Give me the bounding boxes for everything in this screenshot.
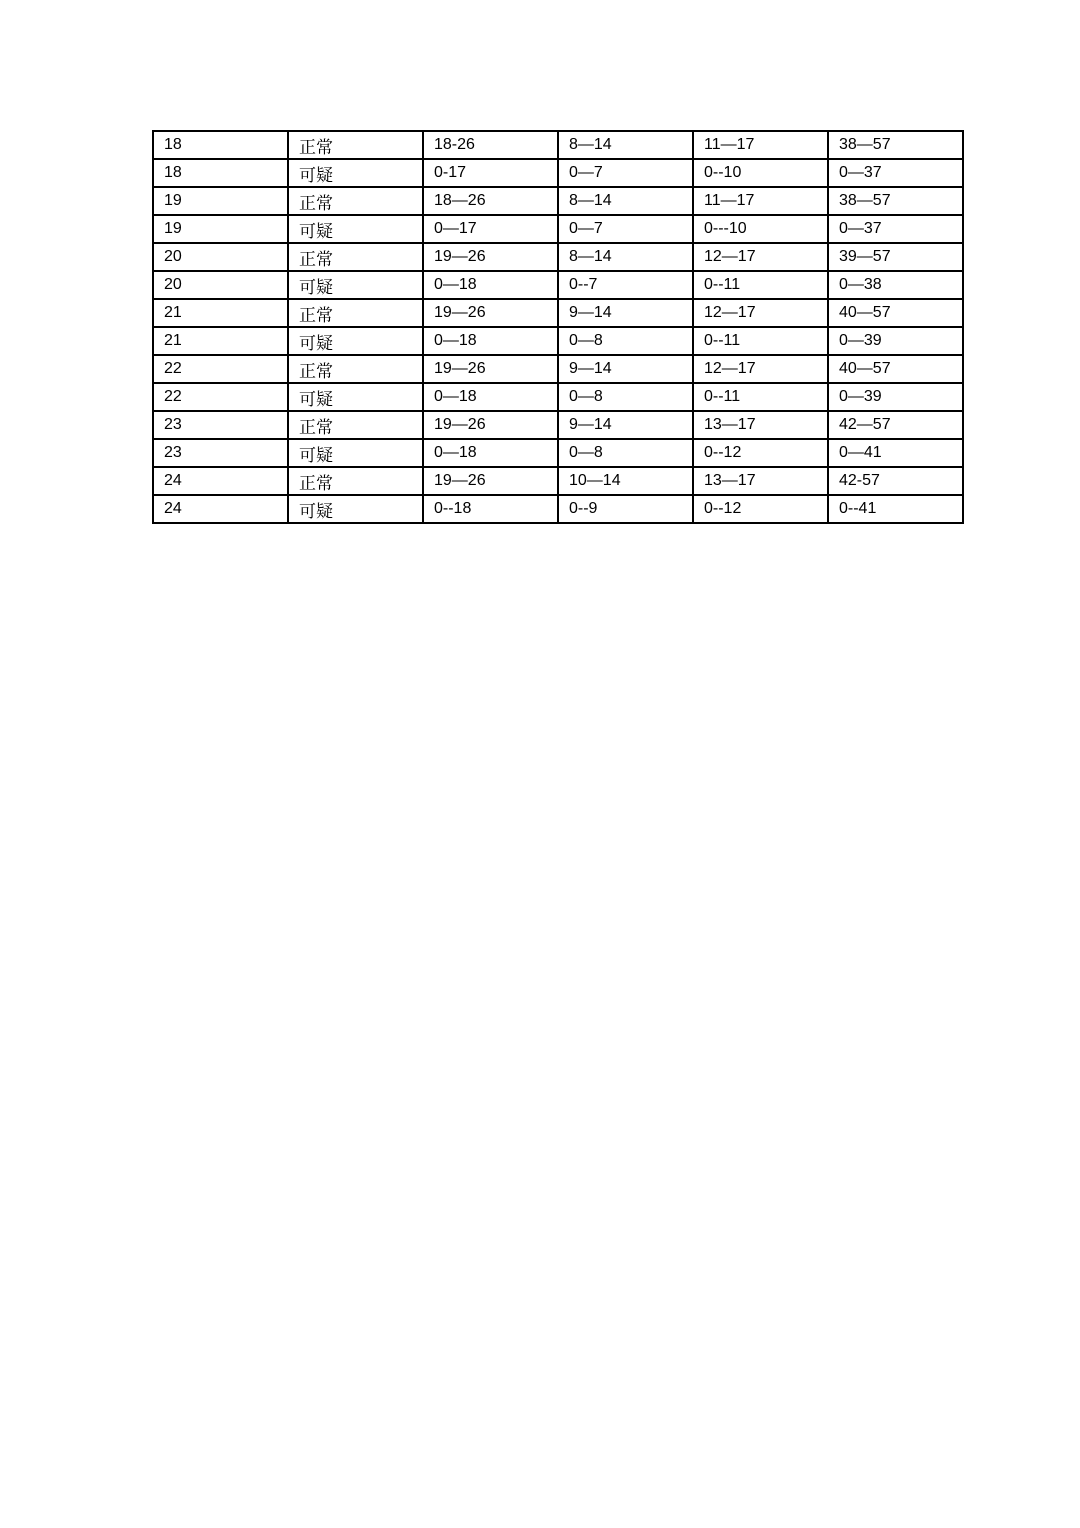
range-cell: 19—26 bbox=[423, 299, 558, 327]
range-cell: 19—26 bbox=[423, 411, 558, 439]
table-row bbox=[153, 243, 963, 271]
range-cell: 42—57 bbox=[828, 411, 963, 439]
status-cell: 可疑 bbox=[288, 439, 423, 467]
range-cell: 0--11 bbox=[693, 327, 828, 355]
status-cell: 正常 bbox=[288, 187, 423, 215]
range-cell: 40—57 bbox=[828, 299, 963, 327]
range-cell: 0--7 bbox=[558, 271, 693, 299]
age-cell: 23 bbox=[153, 411, 288, 439]
range-cell: 11—17 bbox=[693, 131, 828, 159]
status-cell: 可疑 bbox=[288, 159, 423, 187]
status-cell: 可疑 bbox=[288, 215, 423, 243]
range-cell: 0—8 bbox=[558, 327, 693, 355]
range-cell: 11—17 bbox=[693, 187, 828, 215]
range-cell: 0-17 bbox=[423, 159, 558, 187]
range-cell: 0—7 bbox=[558, 215, 693, 243]
range-cell: 0—17 bbox=[423, 215, 558, 243]
age-cell: 20 bbox=[153, 271, 288, 299]
range-cell: 40—57 bbox=[828, 355, 963, 383]
age-cell: 24 bbox=[153, 467, 288, 495]
range-cell: 38—57 bbox=[828, 131, 963, 159]
range-cell: 12—17 bbox=[693, 299, 828, 327]
table-body bbox=[153, 131, 963, 523]
range-cell: 0—37 bbox=[828, 159, 963, 187]
range-cell: 9—14 bbox=[558, 299, 693, 327]
status-cell: 正常 bbox=[288, 355, 423, 383]
table-row bbox=[153, 271, 963, 299]
age-cell: 19 bbox=[153, 215, 288, 243]
range-cell: 0—7 bbox=[558, 159, 693, 187]
table-row bbox=[153, 439, 963, 467]
status-cell: 可疑 bbox=[288, 327, 423, 355]
range-cell: 19—26 bbox=[423, 243, 558, 271]
range-cell: 0—41 bbox=[828, 439, 963, 467]
range-cell: 0---10 bbox=[693, 215, 828, 243]
range-cell: 0—18 bbox=[423, 327, 558, 355]
range-cell: 0—38 bbox=[828, 271, 963, 299]
range-cell: 18—26 bbox=[423, 187, 558, 215]
range-cell: 12—17 bbox=[693, 355, 828, 383]
status-cell: 正常 bbox=[288, 467, 423, 495]
table-row bbox=[153, 327, 963, 355]
table-row bbox=[153, 299, 963, 327]
age-cell: 19 bbox=[153, 187, 288, 215]
table-row bbox=[153, 495, 963, 523]
range-cell: 8—14 bbox=[558, 187, 693, 215]
range-cell: 42-57 bbox=[828, 467, 963, 495]
range-cell: 0—37 bbox=[828, 215, 963, 243]
age-cell: 20 bbox=[153, 243, 288, 271]
table-row bbox=[153, 355, 963, 383]
age-cell: 18 bbox=[153, 159, 288, 187]
range-cell: 9—14 bbox=[558, 411, 693, 439]
status-cell: 可疑 bbox=[288, 383, 423, 411]
range-cell: 0—18 bbox=[423, 439, 558, 467]
age-cell: 21 bbox=[153, 299, 288, 327]
range-cell: 19—26 bbox=[423, 355, 558, 383]
range-cell: 0--12 bbox=[693, 439, 828, 467]
range-cell: 39—57 bbox=[828, 243, 963, 271]
table-row bbox=[153, 187, 963, 215]
range-cell: 0—39 bbox=[828, 383, 963, 411]
status-cell: 正常 bbox=[288, 299, 423, 327]
range-cell: 38—57 bbox=[828, 187, 963, 215]
status-cell: 可疑 bbox=[288, 271, 423, 299]
age-cell: 22 bbox=[153, 355, 288, 383]
range-cell: 0--11 bbox=[693, 271, 828, 299]
range-cell: 0--11 bbox=[693, 383, 828, 411]
range-cell: 0--10 bbox=[693, 159, 828, 187]
status-cell: 可疑 bbox=[288, 495, 423, 523]
range-cell: 0—8 bbox=[558, 439, 693, 467]
range-cell: 10—14 bbox=[558, 467, 693, 495]
table-row bbox=[153, 159, 963, 187]
age-cell: 22 bbox=[153, 383, 288, 411]
age-cell: 21 bbox=[153, 327, 288, 355]
range-cell: 0—18 bbox=[423, 383, 558, 411]
range-cell: 13—17 bbox=[693, 467, 828, 495]
range-cell: 0--41 bbox=[828, 495, 963, 523]
range-cell: 0—18 bbox=[423, 271, 558, 299]
table-row bbox=[153, 215, 963, 243]
range-cell: 18-26 bbox=[423, 131, 558, 159]
age-cell: 18 bbox=[153, 131, 288, 159]
range-cell: 0--9 bbox=[558, 495, 693, 523]
table-row bbox=[153, 383, 963, 411]
age-cell: 24 bbox=[153, 495, 288, 523]
range-cell: 13—17 bbox=[693, 411, 828, 439]
range-cell: 9—14 bbox=[558, 355, 693, 383]
table-row bbox=[153, 131, 963, 159]
reference-range-table bbox=[152, 130, 964, 524]
status-cell: 正常 bbox=[288, 411, 423, 439]
range-cell: 8—14 bbox=[558, 243, 693, 271]
range-cell: 0--12 bbox=[693, 495, 828, 523]
table-row bbox=[153, 411, 963, 439]
table-row bbox=[153, 467, 963, 495]
range-cell: 0—39 bbox=[828, 327, 963, 355]
range-cell: 8—14 bbox=[558, 131, 693, 159]
range-cell: 12—17 bbox=[693, 243, 828, 271]
range-cell: 19—26 bbox=[423, 467, 558, 495]
range-cell: 0—8 bbox=[558, 383, 693, 411]
status-cell: 正常 bbox=[288, 131, 423, 159]
range-cell: 0--18 bbox=[423, 495, 558, 523]
status-cell: 正常 bbox=[288, 243, 423, 271]
age-cell: 23 bbox=[153, 439, 288, 467]
